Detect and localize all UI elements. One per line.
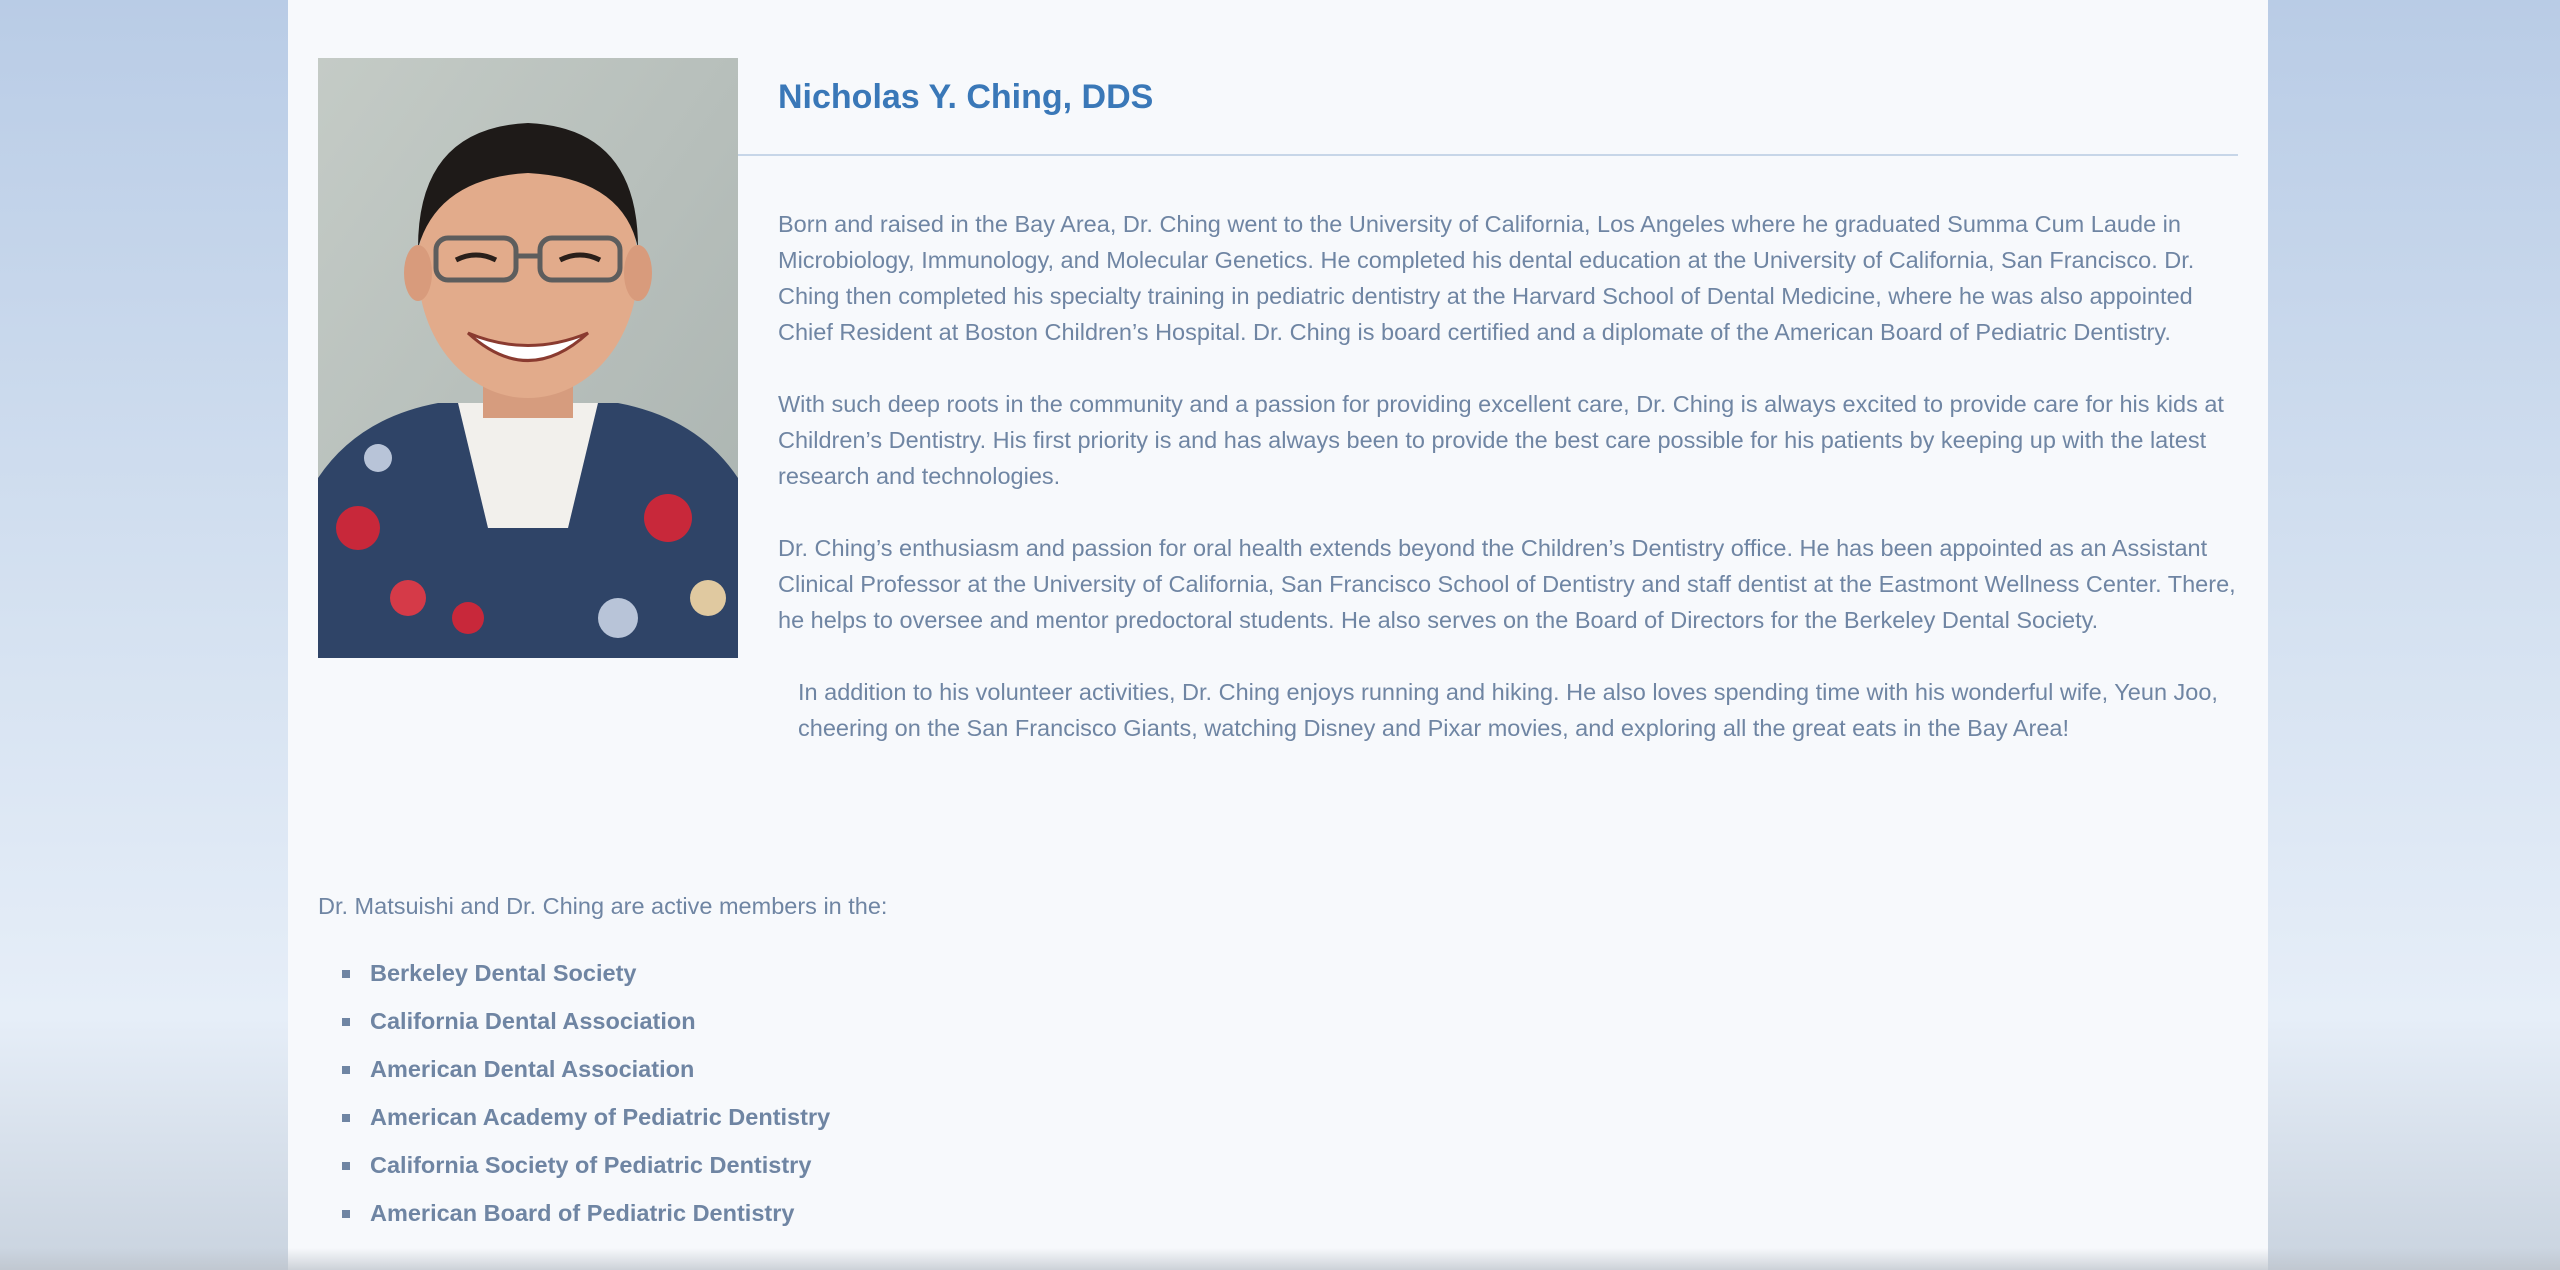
list-item xyxy=(318,958,1518,1006)
memberships-section xyxy=(318,888,1518,1246)
memberships-intro: Dr. Matsuishi and Dr. Ching are active members in the: xyxy=(318,893,888,919)
bio-paragraph-education: Born and raised in the Bay Area, Dr. Ching went to the University of California, Los Angeles where he graduated Summa Cum Laude in Microbiology, Immunology, and Molecular Genetics. He completed his dental education at the University of California, San Francisco. Dr. Ching then completed his specialty training in pediatric dentistry at the Harvard School of Dental Medicine, where he was also appointed Chief Resident at Boston Children’s Hospital. Dr. Ching is board certified and a diplomate of the American Board of Pediatric Dentistry. xyxy=(778,211,2195,345)
organization-name: American Dental Association xyxy=(370,1056,695,1082)
organizations-list xyxy=(318,958,1518,1246)
square-bullet-icon xyxy=(342,1162,350,1170)
organization-name: Berkeley Dental Society xyxy=(370,960,637,986)
bio-paragraph-teaching: Dr. Ching’s enthusiasm and passion for oral health extends beyond the Children’s Dentistry office. He has been appointed as an Assistant Clinical Professor at the University of California, San Francisco School of Dentistry and staff dentist at the Eastmont Wellness Center. There, he helps to oversee and mentor predoctoral students. He also serves on the Board of Directors for the Berkeley Dental Society. xyxy=(778,535,2236,633)
doctor-bio xyxy=(738,58,2238,782)
doctor-photo xyxy=(318,58,738,658)
square-bullet-icon xyxy=(342,1066,350,1074)
list-item xyxy=(318,1006,1518,1054)
bio-text xyxy=(738,156,2238,746)
organization-name: American Board of Pediatric Dentistry xyxy=(370,1200,795,1226)
square-bullet-icon xyxy=(342,1114,350,1122)
square-bullet-icon xyxy=(342,970,350,978)
doctor-name: Nicholas Y. Ching, DDS xyxy=(738,58,2238,156)
square-bullet-icon xyxy=(342,1210,350,1218)
page-content xyxy=(288,0,2268,1270)
list-item xyxy=(318,1102,1518,1150)
list-item xyxy=(318,1054,1518,1102)
list-item xyxy=(318,1150,1518,1198)
bio-paragraph-personal: In addition to his volunteer activities, Dr. Ching enjoys running and hiking. He also loves spending time with his wonderful wife, Yeun Joo, cheering on the San Francisco Giants, watching Disney and Pixar movies, and exploring all the great eats in the Bay Area! xyxy=(798,679,2218,741)
organization-name: California Dental Association xyxy=(370,1008,696,1034)
organization-name: California Society of Pediatric Dentistry xyxy=(370,1152,812,1178)
list-item xyxy=(318,1198,1518,1246)
organization-name: American Academy of Pediatric Dentistry xyxy=(370,1104,831,1130)
bio-paragraph-care: With such deep roots in the community and a passion for providing excellent care, Dr. Ching is always excited to provide care for his kids at Children’s Dentistry. His first priority is and has always been to provide the best care possible for his patients by keeping up with the latest research and technologies. xyxy=(778,391,2224,489)
square-bullet-icon xyxy=(342,1018,350,1026)
